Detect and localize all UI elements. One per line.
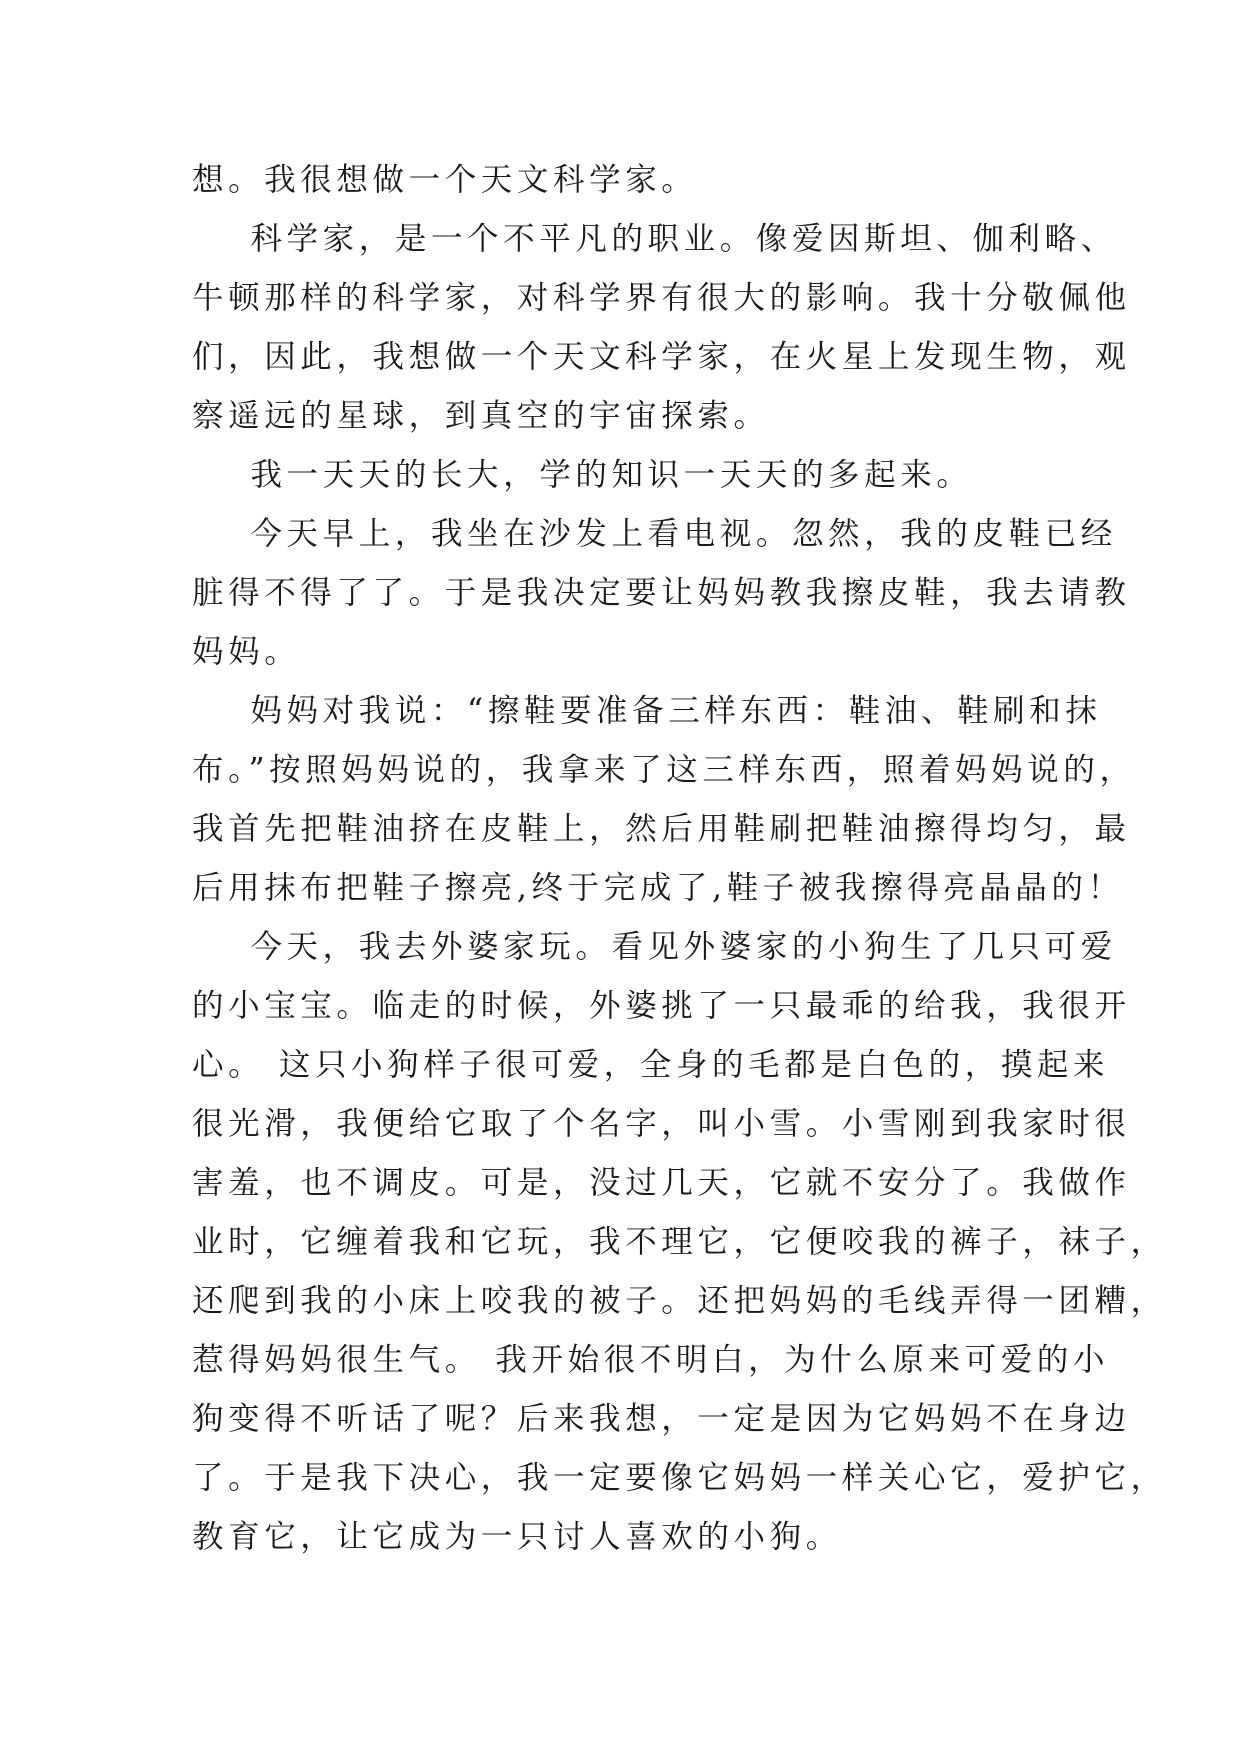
text-line: 科学家，是一个不平凡的职业。像爱因斯坦、伽利略、: [192, 221, 1117, 257]
text-line: 很光滑，我便给它取了个名字，叫小雪。小雪刚到我家时很: [192, 1106, 1131, 1142]
body-text: [192, 151, 1167, 1567]
text-line: 今天早上，我坐在沙发上看电视。忽然，我的皮鞋已经: [192, 516, 1117, 552]
text-line: 后用抹布把鞋子擦亮,终于完成了,鞋子被我擦得亮晶晶的！: [192, 870, 1124, 906]
text-line: 教育它，让它成为一只讨人喜欢的小狗。: [192, 1519, 842, 1555]
text-line: 察遥远的星球，到真空的宇宙探索。: [192, 398, 770, 434]
text-line: 我首先把鞋油挤在皮鞋上，然后用鞋刷把鞋油擦得均匀，最: [192, 811, 1131, 847]
text-line: 今天，我去外婆家玩。看见外婆家的小狗生了几只可爱: [192, 929, 1117, 965]
text-line: 业时，它缠着我和它玩，我不理它，它便咬我的裤子，袜子，: [192, 1224, 1167, 1260]
text-line: 们，因此，我想做一个天文科学家，在火星上发现生物，观: [192, 339, 1131, 375]
text-line: 的小宝宝。临走的时候，外婆挑了一只最乖的给我，我很开: [192, 988, 1131, 1024]
text-line: 妈妈对我说：“擦鞋要准备三样东西：鞋油、鞋刷和抹: [192, 693, 1102, 729]
text-line: 害羞，也不调皮。可是，没过几天，它就不安分了。我做作: [192, 1165, 1131, 1201]
text-line: 我一天天的长大，学的知识一天天的多起来。: [192, 457, 973, 493]
text-line: 想。我很想做一个天文科学家。: [192, 162, 698, 198]
text-line: 牛顿那样的科学家，对科学界有很大的影响。我十分敬佩他: [192, 280, 1131, 316]
text-line: 还爬到我的小床上咬我的被子。还把妈妈的毛线弄得一团糟，: [192, 1283, 1167, 1319]
text-line: 了。于是我下决心，我一定要像它妈妈一样关心它，爱护它，: [192, 1460, 1167, 1496]
text-line: 惹得妈妈很生气。 我开始很不明白，为什么原来可爱的小: [192, 1342, 1110, 1378]
text-line: 妈妈。: [192, 634, 301, 670]
text-line: 布。”按照妈妈说的，我拿来了这三样东西，照着妈妈说的，: [192, 752, 1136, 788]
text-line: 心。 这只小狗样子很可爱，全身的毛都是白色的，摸起来: [192, 1047, 1110, 1083]
text-line: 狗变得不听话了呢？后来我想，一定是因为它妈妈不在身边: [192, 1401, 1131, 1437]
text-line: 脏得不得了了。于是我决定要让妈妈教我擦皮鞋，我去请教: [192, 575, 1131, 611]
